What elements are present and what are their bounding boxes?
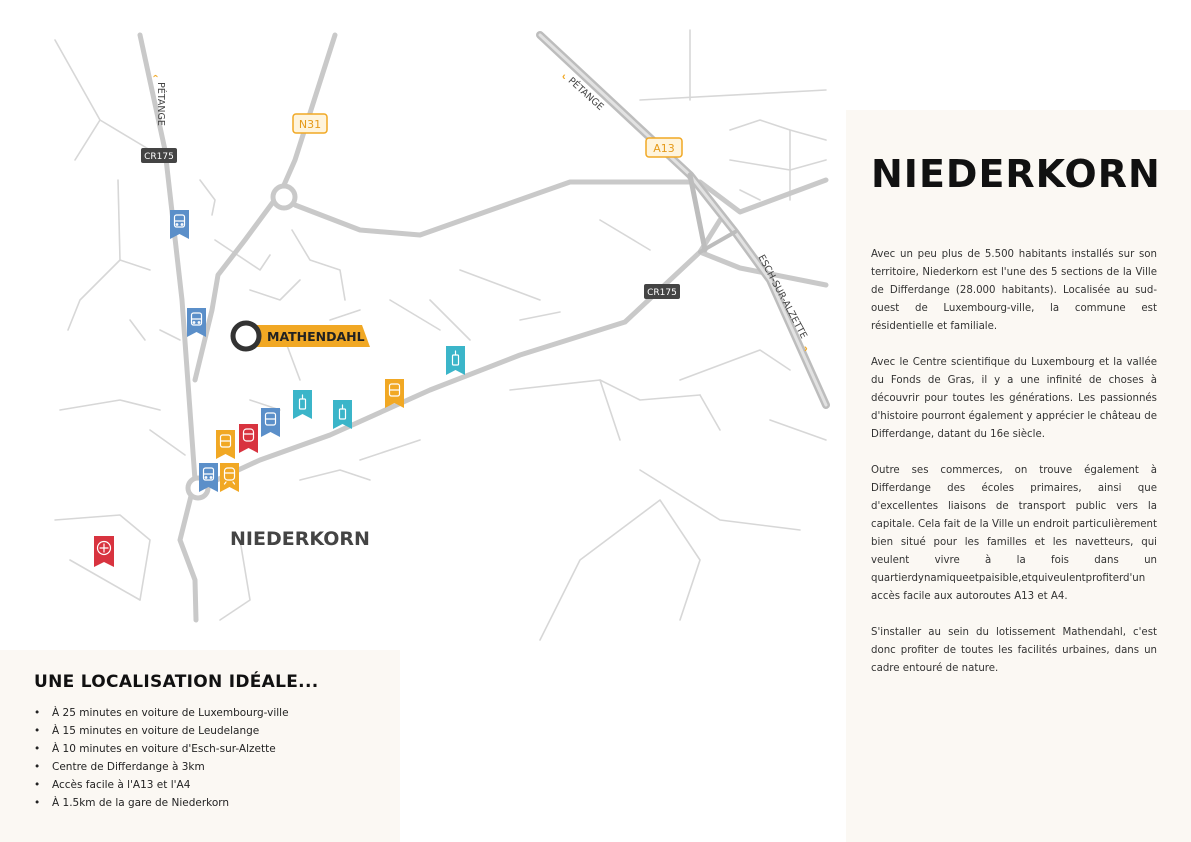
svg-text:MATHENDAHL: MATHENDAHL — [267, 329, 365, 344]
shop-pin — [333, 400, 352, 429]
svg-text:CR175: CR175 — [647, 288, 677, 298]
list-item: • À 10 minutes en voiture d'Esch-sur-Alzette — [34, 740, 289, 758]
list-item: • À 25 minutes en voiture de Luxembourg-ville — [34, 704, 289, 722]
list-item: • Accès facile à l'A13 et l'A4 — [34, 776, 289, 794]
road-badge-a13 — [646, 138, 682, 157]
svg-text:PÉTANGE: PÉTANGE — [565, 75, 606, 113]
train-station-pin — [220, 463, 239, 492]
hospital-pin — [94, 536, 114, 567]
road-badge-n31 — [293, 114, 327, 133]
medical-cross-icon — [98, 542, 111, 555]
minor-streets — [55, 30, 826, 640]
chevron-down-right-icon: › — [804, 343, 808, 355]
direction-esch — [755, 253, 809, 355]
highlights-title: UNE LOCALISATION IDÉALE... — [34, 672, 319, 692]
chevron-up-icon: ‹ — [150, 74, 161, 78]
panel-paragraph: Outre ses commerces, on trouve également à Differdange des écoles primaires, ainsi que d'excellentes liaisons de transport public vers la capitale. Cela fait de la Ville un endroit particulièrement bien situé pour les familles et les navetteurs, qui veulent vivre à la fois dans un quartierdynamiqueetpaisible,etquiveulentprofiterd'un accès facile aux autoroutes A13 et A4. — [871, 465, 1157, 602]
svg-text:A13: A13 — [653, 142, 675, 155]
road-n31 — [284, 35, 335, 185]
location-highlights-panel — [0, 650, 400, 842]
bus-stop-pin — [261, 408, 280, 437]
list-item: • À 1.5km de la gare de Niederkorn — [34, 794, 289, 812]
panel-body — [871, 246, 1157, 696]
road-badge-cr175-mid — [644, 284, 680, 299]
list-item: • À 15 minutes en voiture de Leudelange — [34, 722, 289, 740]
shop-pin — [446, 346, 465, 375]
road-badge-cr175-top — [141, 148, 177, 163]
svg-text:N31: N31 — [298, 118, 322, 131]
svg-text:CR175: CR175 — [144, 152, 174, 162]
shop-pin — [293, 390, 312, 419]
road-east-west — [295, 180, 826, 235]
panel-paragraph: S'installer au sein du lotissement Mathendahl, c'est donc profiter de toutes les facilités urbaines, dans un cadre entouré de nature. — [871, 627, 1157, 674]
map-pins — [94, 210, 465, 567]
list-item: • Centre de Differdange à 3km — [34, 758, 289, 776]
panel-title: NIEDERKORN — [871, 152, 1161, 196]
bus-stop-pin — [170, 210, 189, 239]
panel-paragraph: Avec un peu plus de 5.500 habitants installés sur son territoire, Niederkorn est l'une des 5 sections de la Ville de Differdange (28.000 habitants). Localisée au sud-ouest de Luxembourg-ville, la commune est résidentielle et familiale. — [871, 249, 1157, 332]
svg-text:PÉTANGE: PÉTANGE — [155, 82, 166, 126]
town-label: NIEDERKORN — [230, 528, 370, 550]
school-pin — [216, 430, 235, 459]
highlights-list — [34, 704, 289, 812]
bus-stop-pin — [187, 308, 206, 337]
pharmacy-pin — [239, 424, 258, 453]
site-marker-mathendahl[interactable] — [233, 323, 370, 349]
svg-text:ESCH-SUR-ALZETTE: ESCH-SUR-ALZETTE — [755, 253, 809, 341]
panel-paragraph: Avec le Centre scientifique du Luxembourg et la vallée du Fonds de Gras, il y a une infinité de choses à découvrir pour toutes les générations. Les passionnés d'histoire pourront également y apprécier le château de Differdange, datant du 16e siècle. — [871, 357, 1157, 440]
info-panel — [846, 110, 1191, 842]
chevron-up-left-icon: ‹ — [562, 71, 566, 83]
road-connector-northwest — [195, 198, 276, 380]
